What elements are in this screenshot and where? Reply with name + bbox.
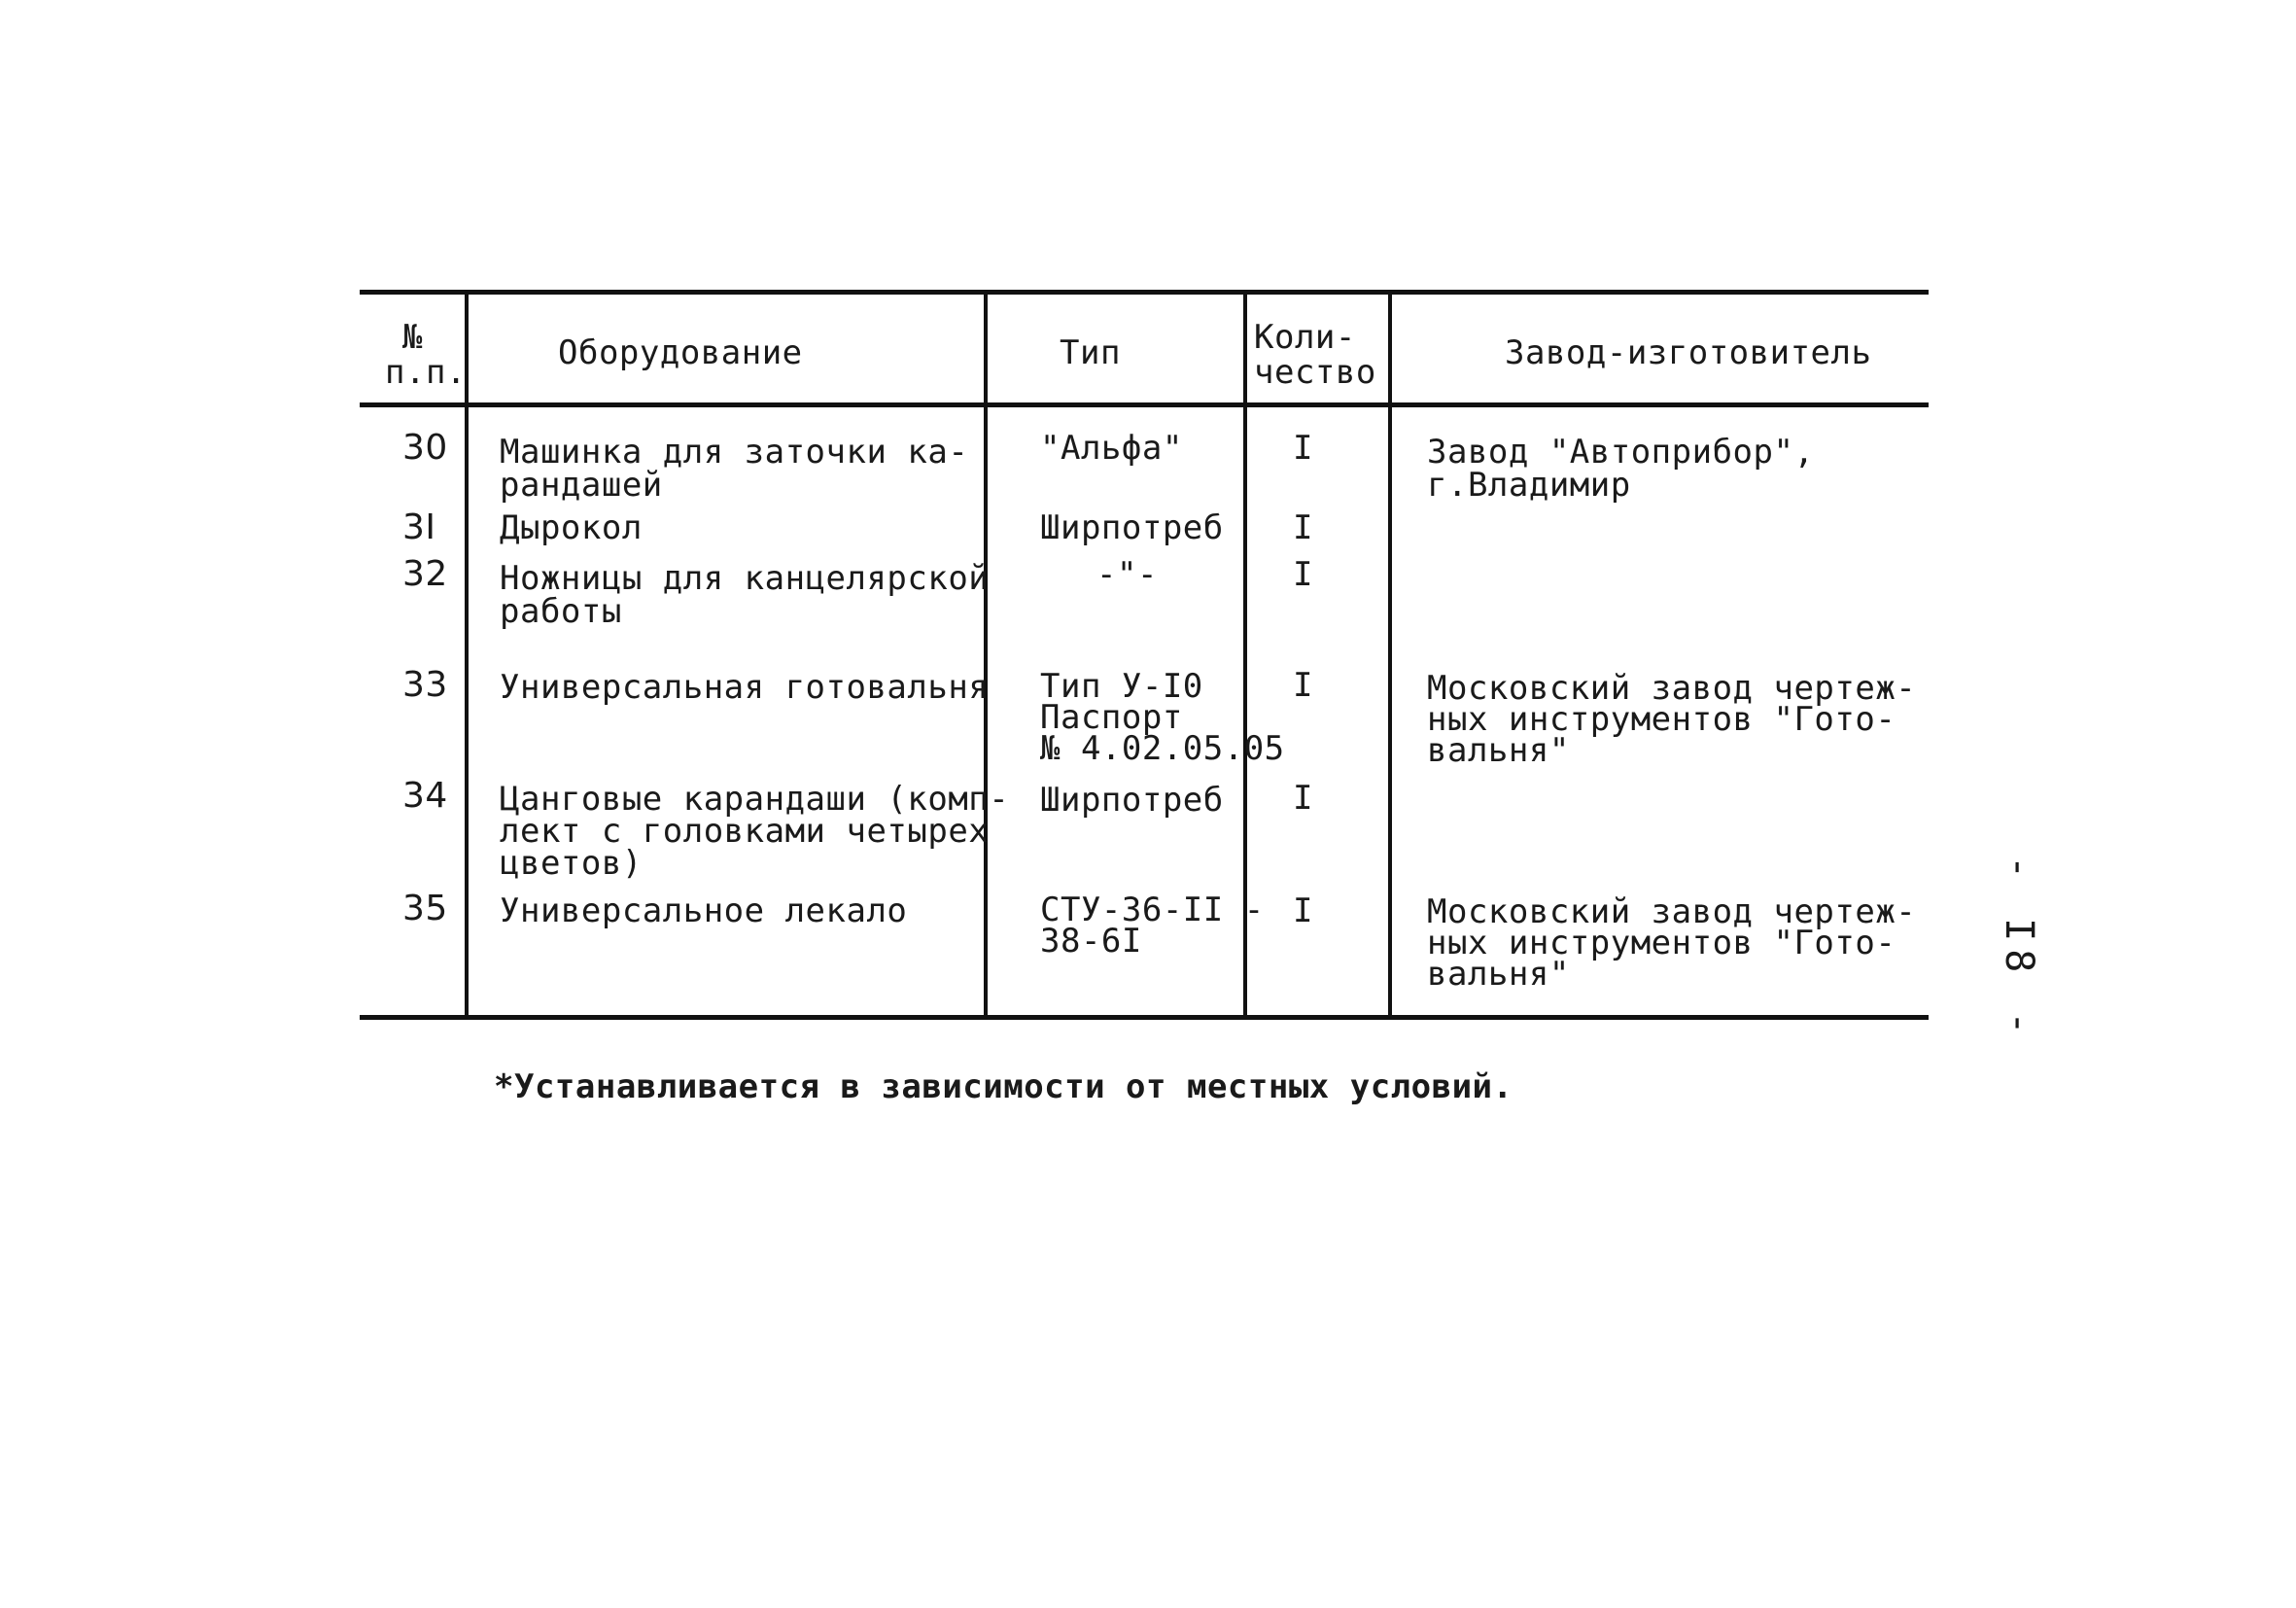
table-bottom-rule: [360, 1015, 1929, 1020]
row-type: Ширпотреб: [1040, 781, 1224, 820]
row-type: -"-: [1096, 555, 1158, 594]
row-number: 3I: [402, 507, 436, 547]
table-top-rule: [360, 290, 1929, 295]
table-header-rule: [360, 402, 1929, 407]
row-equipment: Универсальное лекало: [500, 891, 908, 930]
footnote: *Устанавливается в зависимости от местных условий.: [494, 1067, 1513, 1106]
row-qty: I: [1293, 891, 1313, 930]
row-equipment: Ножницы для канцелярской работы: [500, 559, 990, 631]
column-divider: [465, 292, 469, 1017]
row-qty: I: [1293, 555, 1313, 594]
row-number: 34: [402, 776, 448, 816]
header-qty-line2: чество: [1254, 353, 1376, 392]
row-type: Ширпотреб: [1040, 508, 1224, 547]
header-equipment: Оборудование: [558, 333, 803, 372]
column-divider: [1388, 292, 1392, 1017]
header-num-symbol: №: [402, 318, 423, 357]
row-maker: Завод "Автоприбор", г.Владимир: [1427, 433, 1815, 505]
header-type: Тип: [1060, 333, 1121, 372]
row-number: 30: [402, 428, 448, 468]
row-number: 35: [402, 889, 448, 928]
row-equipment: Машинка для заточки ка- рандашей: [500, 433, 969, 505]
row-qty: I: [1293, 666, 1313, 705]
column-divider: [984, 292, 988, 1017]
row-equipment: Универсальная готовальня: [500, 668, 990, 707]
row-qty: I: [1293, 779, 1313, 818]
row-maker: Московский завод чертеж- ных инструментов "Гото- вальня": [1427, 669, 1917, 770]
header-qty-line1: Коли-: [1254, 318, 1356, 357]
row-qty: I: [1293, 429, 1313, 468]
header-num-label: п.п.: [385, 353, 467, 392]
row-type: "Альфа": [1040, 429, 1183, 468]
row-number: 32: [402, 554, 448, 594]
row-qty: I: [1293, 508, 1313, 547]
header-maker: Завод-изготовитель: [1505, 333, 1872, 372]
row-type: Тип У-I0 Паспорт № 4.02.05.05: [1040, 667, 1285, 768]
row-number: 33: [402, 665, 448, 705]
row-type: СТУ-36-II - 38-6I: [1040, 891, 1265, 961]
row-maker: Московский завод чертеж- ных инструментов "Гото- вальня": [1427, 892, 1917, 994]
page-number: - I8 -: [1997, 856, 2041, 1043]
row-equipment: Цанговые карандаши (комп- лект с головками четырех цветов): [500, 780, 1010, 883]
row-equipment: Дырокол: [500, 508, 643, 547]
